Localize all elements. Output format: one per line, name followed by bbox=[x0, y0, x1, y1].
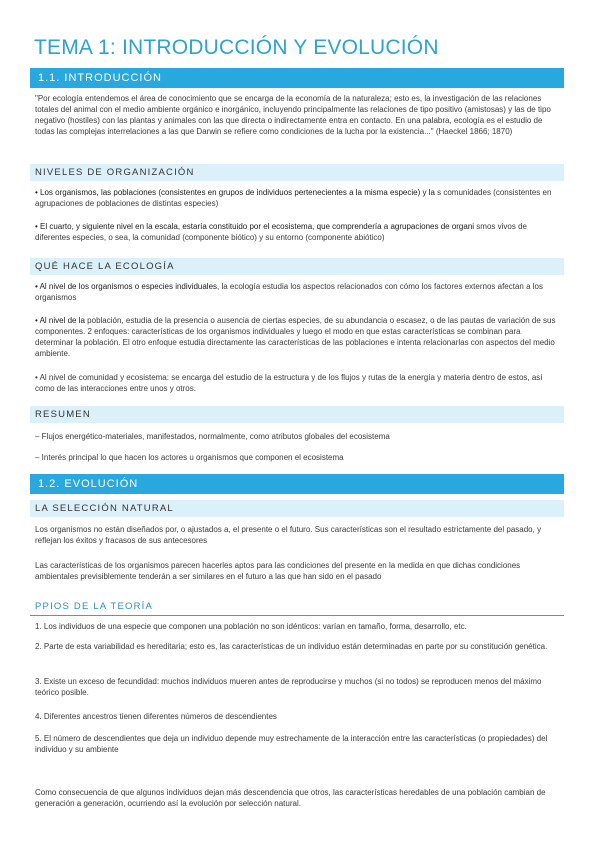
subheading-label: NIVELES DE ORGANIZACIÓN bbox=[35, 167, 195, 178]
item-text: , la ecología estudia los aspectos relacionados con cómo los factores externos afectan a los organismos bbox=[35, 282, 543, 302]
list-item: 3. Existe un exceso de fecundidad: muchos individuos mueren antes de reproducirse y muchos (si no todos) se reproducen menos del máximo teórico posible. bbox=[35, 677, 542, 697]
item-text: smos vivos de diferentes especies, o sea, la comunidad (componente biótico) y su entorno (componente abiótico) bbox=[35, 222, 527, 242]
subheading-resumen bbox=[30, 406, 564, 423]
haeckel-quote: "Por ecología entendemos el área de conocimiento que se encarga de la economía de la naturaleza; esto es, la investigación de las relaciones totales del animal con el medio ambiente orgánico e inorgánico, incluyendo principalmente las relaciones de tipo positivo (amistosas) y las de tipo negativo (hostiles) con las plantas y animales con las que directa o indirectamente entra en contacto. En una palabra, ecología es el estudio de todas las complejas interrelaciones a las que Darwin se refiere como condiciones de la lucha por la existencia..." (Haeckel 1866; 1870) bbox=[35, 94, 551, 136]
subheading-label: PPIOS DE LA TEORÍA bbox=[35, 601, 154, 612]
subheading-niveles bbox=[30, 164, 564, 181]
list-item: – Interés principal lo que hacen los actores u organismos que componen el ecosistema bbox=[35, 453, 344, 462]
subheading-label: LA SELECCIÓN NATURAL bbox=[35, 503, 174, 514]
section-heading-introduccion bbox=[30, 68, 564, 88]
subheading-que-hace bbox=[30, 258, 564, 275]
item-lead: • El cuarto, y siguiente nivel en la escala, estaría constituido por el ecosistema, que comprendería a agrupaciones de organi bbox=[35, 222, 475, 231]
subheading-ppios bbox=[30, 598, 564, 616]
list-item: 2. Parte de esta variabilidad es hereditaria; esto es, las características de un individuo están determinadas en parte por su constitución genética. bbox=[35, 642, 548, 651]
list-item bbox=[35, 281, 560, 303]
paragraph: Los organismos no están diseñados por, o ajustados a, el presente o el futuro. Sus características son el resultado estrictamente del pasado, y reflejan los éxitos y fracasos de sus antecesores bbox=[35, 525, 542, 545]
list-item bbox=[35, 372, 560, 394]
section-heading-evolucion bbox=[30, 474, 564, 494]
list-item: – Flujos energético-materiales, manifestados, normalmente, como atributos globales del ecosistema bbox=[35, 432, 390, 441]
list-item bbox=[35, 221, 560, 243]
item-lead: • Los organismos, las poblaciones (consistentes en grupos de individuos pertenecientes a la misma especie) y la bbox=[35, 188, 435, 197]
subheading-label: QUÉ HACE LA ECOLOGÍA bbox=[35, 261, 175, 272]
item-text: población, estudia de la presencia o ausencia de ciertas especies, de su abundancia o escasez, o de las pautas de variación de sus componentes. 2 enfoques: características de los organismos individuales y luego el modo en que estas características se combinan para determinar la población. El otro enfoque estudia directamente las características de las poblaciones e intenta relacionarlas con aspectos del medio ambiente. bbox=[35, 316, 556, 358]
subheading-seleccion-natural bbox=[30, 500, 564, 517]
subheading-label: RESUMEN bbox=[35, 409, 91, 420]
item-text: • Al nivel de comunidad y ecosistema: se encarga del estudio de la estructura y de los flujos y rutas de la energía y materia dentro de estos, así como de las interacciones entre unos y otros. bbox=[35, 373, 543, 393]
paragraph: Las características de los organismos parecen hacerles aptos para las condiciones del presente en la medida en que dichas condiciones ambientales previsiblemente tenderán a ser similares en el futuro a las que han sido en el pasado bbox=[35, 561, 521, 581]
list-item: 1. Los individuos de una especie que componen una población no son idénticos: varían en tamaño, forma, desarrollo, etc. bbox=[35, 622, 467, 631]
section-heading-label: 1.1. INTRODUCCIÓN bbox=[38, 72, 162, 84]
list-item: 5. El número de descendientes que deja un individuo depende muy estrechamente de la interacción entre las características (o propiedades) del individuo y su ambiente bbox=[35, 734, 548, 754]
item-lead: • Al nivel de la bbox=[35, 316, 85, 325]
list-item: 4. Diferentes ancestros tienen diferentes números de descendientes bbox=[35, 712, 277, 721]
item-text: s comunidades (consistentes en agrupaciones de poblaciones de distintas especies) bbox=[35, 188, 552, 208]
section-heading-label: 1.2. EVOLUCIÓN bbox=[38, 478, 139, 490]
item-lead: • Al nivel de los organismos o especies individuales bbox=[35, 282, 218, 291]
page-title: TEMA 1: INTRODUCCIÓN Y EVOLUCIÓN bbox=[34, 36, 439, 59]
list-item bbox=[35, 187, 560, 209]
list-item bbox=[35, 315, 560, 359]
conclusion-paragraph: Como consecuencia de que algunos individuos dejan más descendencia que otros, las características heredables de una población cambian de generación a generación, ocurriendo así la evolución por selección natural. bbox=[35, 788, 546, 808]
